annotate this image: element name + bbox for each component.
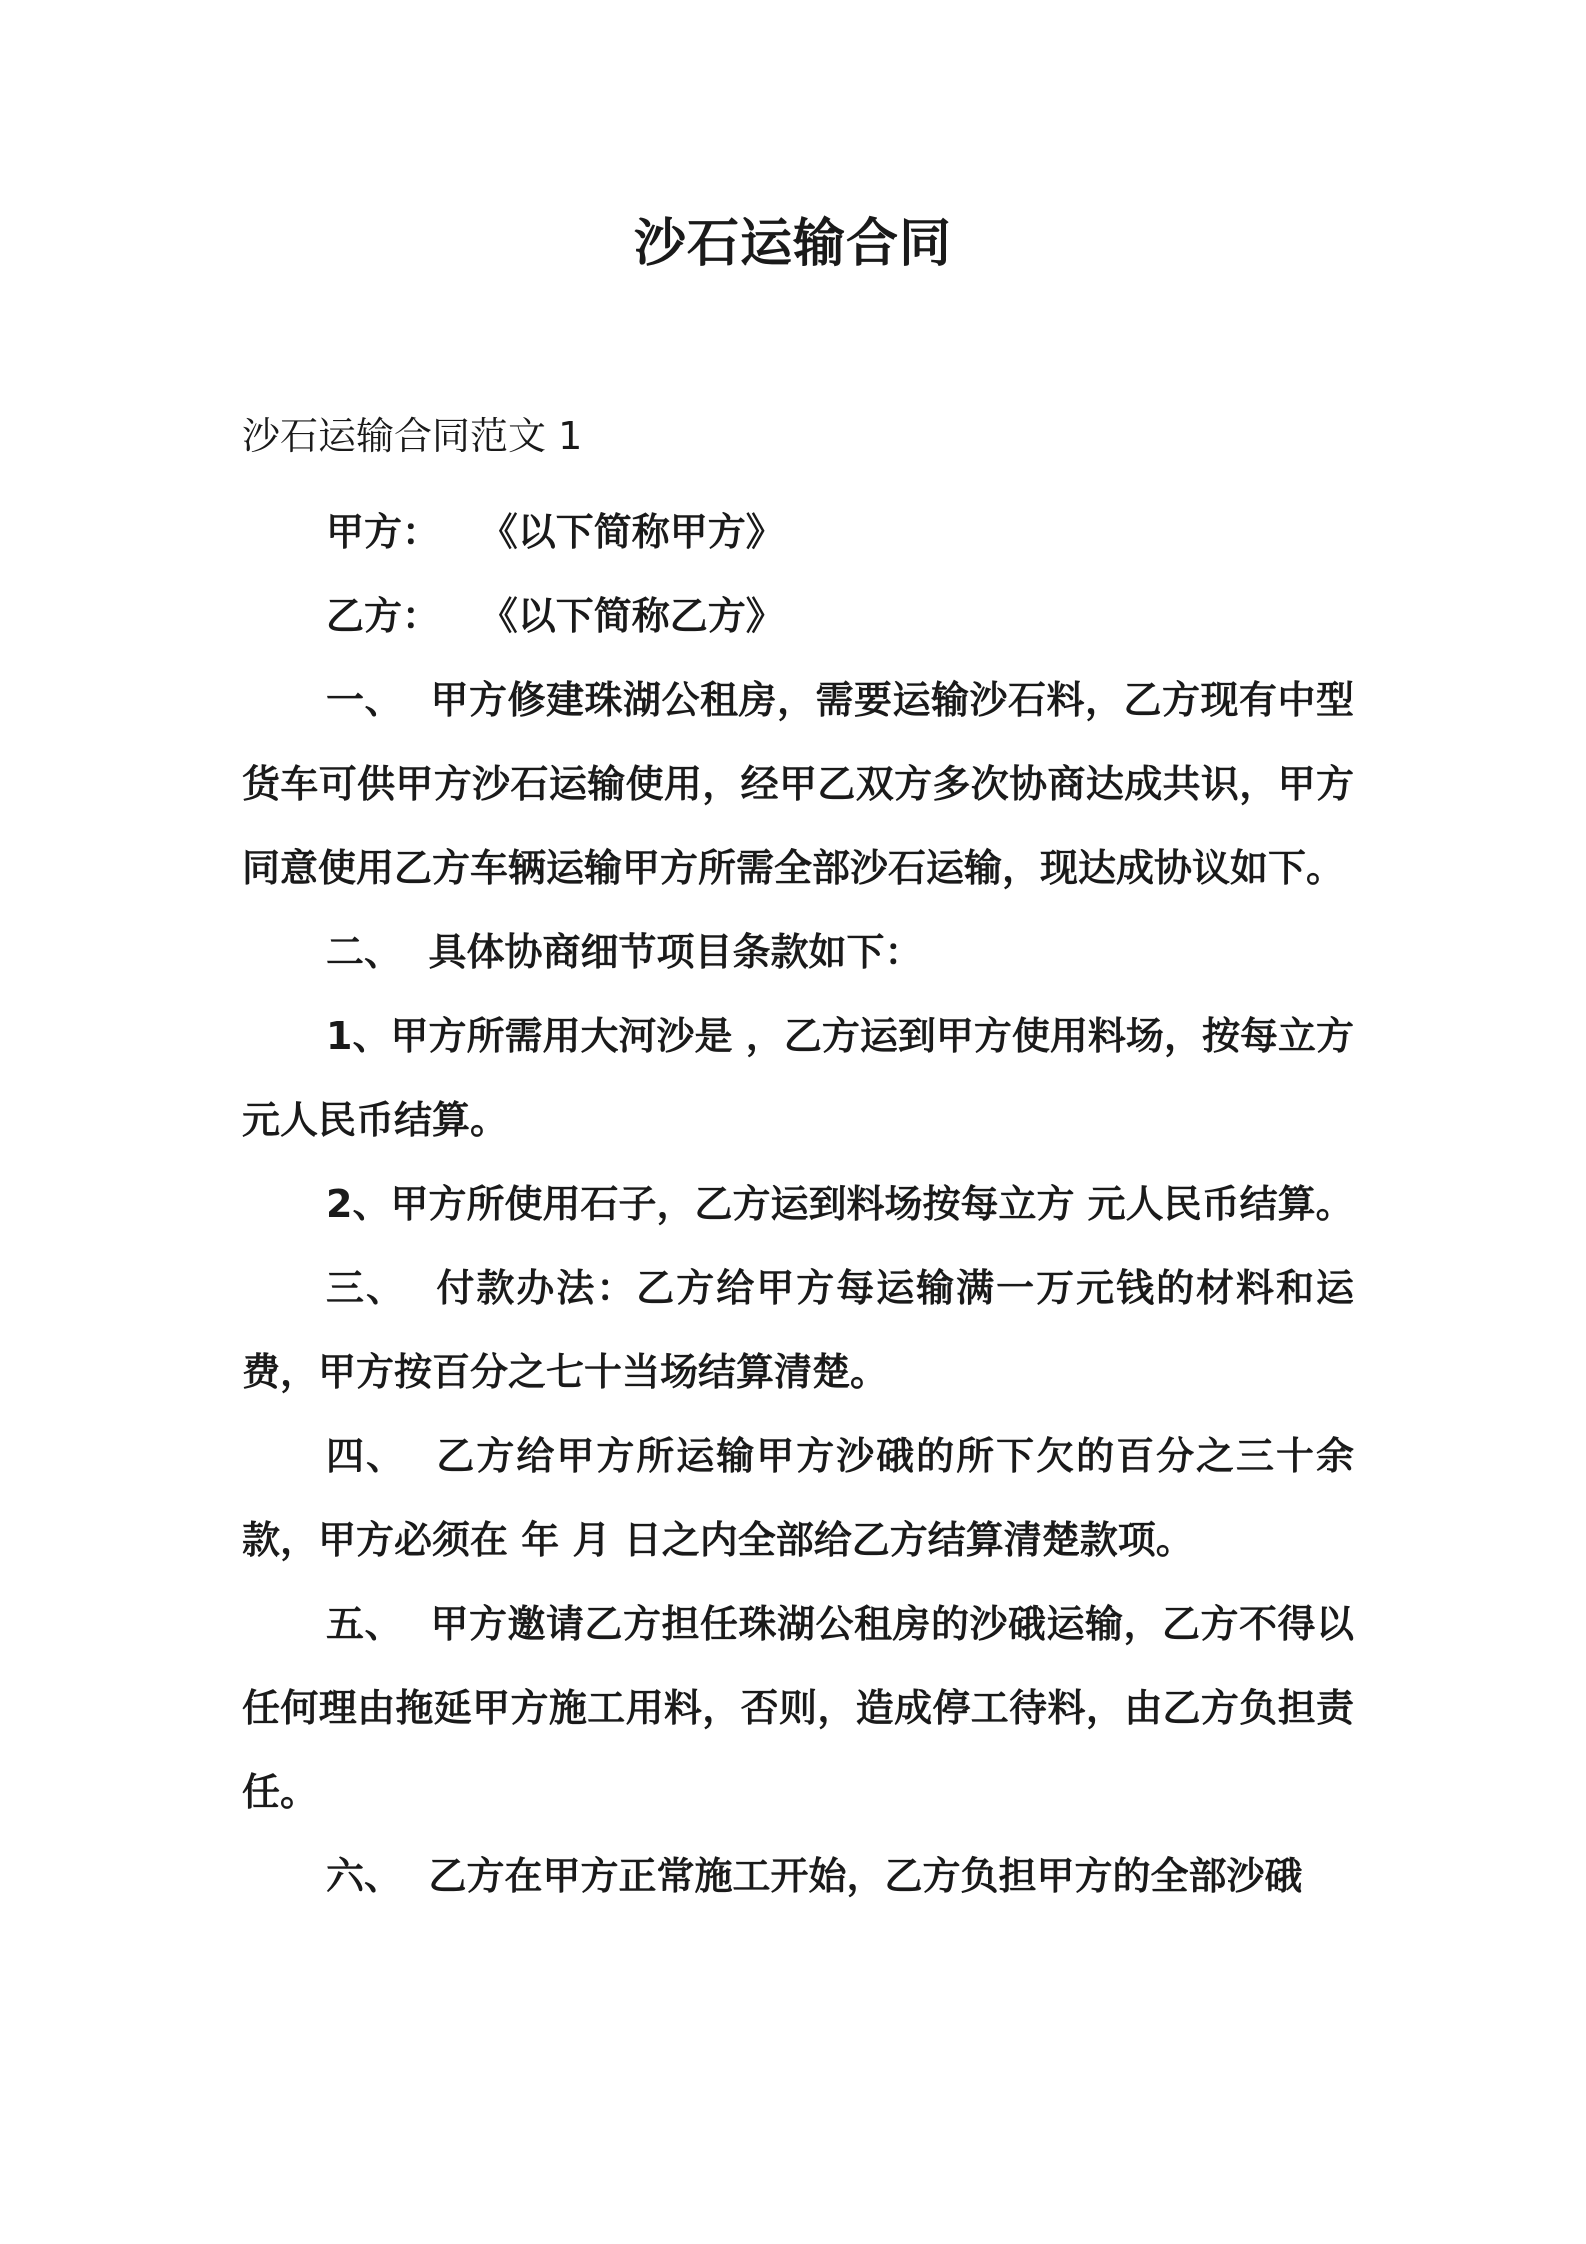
clause-3: 三、 付款办法：乙方给甲方每运输满一万元钱的材料和运费，甲方按百分之七十当场结算清楚。 bbox=[242, 1266, 1354, 1394]
document-title: 沙石运输合同 bbox=[633, 214, 952, 274]
clause-5: 五、 甲方邀请乙方担任珠湖公租房的沙硪运输，乙方不得以任何理由拖延甲方施工用料，否则，造成停工待料，由乙方负担责任。 bbox=[242, 1602, 1354, 1814]
clause-6: 六、 乙方在甲方正常施工开始，乙方负担甲方的全部沙硪 bbox=[326, 1854, 1303, 1898]
clause-2: 二、 具体协商细节项目条款如下： bbox=[326, 930, 923, 974]
document-subtitle: 沙石运输合同范文 1 bbox=[242, 414, 583, 458]
clause-4: 四、 乙方给甲方所运输甲方沙硪的所下欠的百分之三十余款，甲方必须在 年 月 日之内全部给乙方结算清楚款项。 bbox=[242, 1434, 1354, 1562]
clause-2-item-2: 2、甲方所使用石子，乙方运到料场按每立方 元人民币结算。 bbox=[326, 1182, 1354, 1226]
clause-1: 一、 甲方修建珠湖公租房，需要运输沙石料，乙方现有中型货车可供甲方沙石运输使用，经甲乙双方多次协商达成共识，甲方同意使用乙方车辆运输甲方所需全部沙石运输，现达成协议如下。 bbox=[242, 678, 1354, 890]
party-a-line: 甲方： 《以下简称甲方》 bbox=[326, 510, 784, 554]
clause-2-item-1: 1、甲方所需用大河沙是 ，乙方运到甲方使用料场，按每立方 元人民币结算。 bbox=[242, 1014, 1368, 1142]
party-b-line: 乙方： 《以下简称乙方》 bbox=[326, 594, 784, 638]
document-body bbox=[242, 490, 1368, 1918]
